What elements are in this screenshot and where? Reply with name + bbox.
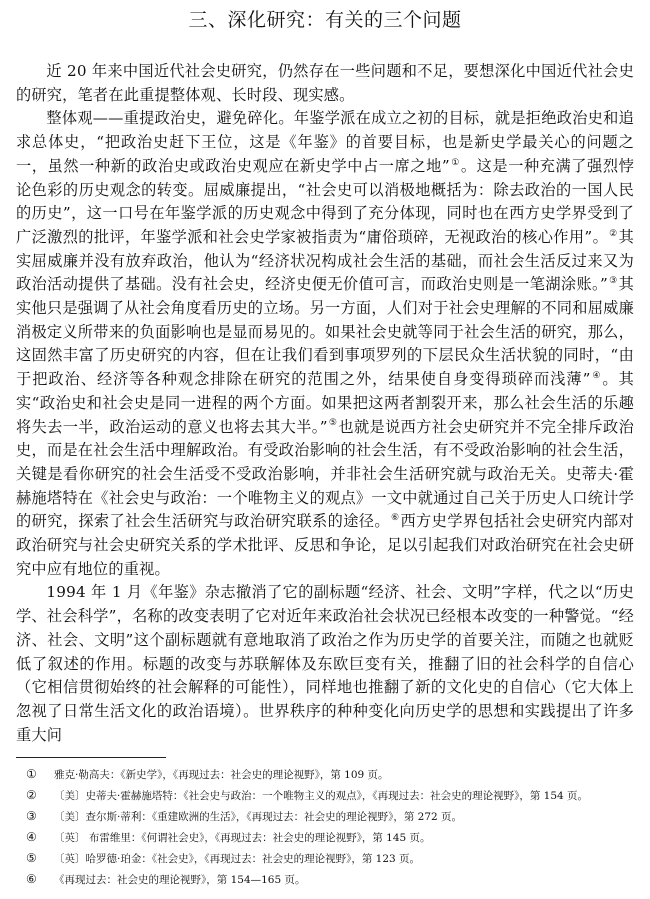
body-paragraph	[16, 581, 634, 747]
footnote-item	[26, 848, 634, 869]
footnote-divider	[16, 757, 166, 758]
footnote-text: 〔美〕查尔斯·蒂利：《重建欧洲的生活》，《再现过去：社会史的理论视野》，第 272 页。	[54, 811, 463, 824]
section-title: 三、深化研究：有关的三个问题	[188, 9, 462, 31]
body-text	[16, 60, 634, 747]
text-run: 1994 年 1 月《年鉴》杂志撤消了它的副标题“经济、社会、文明”字样，代之以“历史学、社会科学”，名称的改变表明了它对近年来政治社会状况已经根本改变的一种警觉。“经济、社会、文明”这个副标题就有意地取消了政治之作为历史学的首要关注，而随之也就贬低了叙述的作用。标题的改变与苏联解体及东欧巨变有关，推翻了旧的社会科学的自信心（它相信贯彻始终的社会解释的可能性），同样地也推翻了新的文化史的自信心（它大体上忽视了日常生活文化的政治语境）。世界秩序的种种变化向历史学的思想和实践提出了许多重大问	[16, 583, 634, 744]
footnote-ref[interactable]: ①	[450, 157, 460, 168]
text-run: 近 20 年来中国近代社会史研究，仍然存在一些问题和不足，要想深化中国近代社会史的研究，笔者在此重提整体观、长时段、现实感。	[16, 62, 634, 104]
footnote-item	[26, 827, 634, 848]
footnote-item	[26, 785, 634, 806]
footnote-number: ③	[26, 809, 37, 824]
text-run: 其实他只是强调了从社会角度看历史的立场。另一方面，人们对于社会史理解的不同和屈威廉消极定义所带来的负面影响也是显而易见的。如果社会史就等同于社会生活的研究，那么，这固然丰富了历史研究的内容，但在让我们看到事项罗列的下层民众生活状貌的同时，“由于把政治、经济等各种观念排除在研究的范围之外，结果使自身变得琐碎而浅薄”	[16, 275, 634, 389]
body-paragraph	[16, 60, 634, 107]
text-run: 西方史学界包括社会史研究内部对政治研究与社会史研究关系的学术批评、反思和争论，足以引起我们对政治研究在社会史研究中应有地位的重视。	[16, 512, 634, 578]
footnote-text: 〔英〕 布雷维里：《何谓社会史》，《再现过去：社会史的理论视野》，第 145 页。	[54, 832, 431, 845]
footnotes	[16, 764, 634, 890]
footnote-item	[26, 806, 634, 827]
footnote-text: 雅克·勒高夫：《新史学》，《再现过去：社会史的理论视野》，第 109 页。	[54, 769, 389, 782]
footnote-text: 〔英〕哈罗德·珀金：《社会史》，《再现过去：社会史的理论视野》，第 123 页。	[54, 853, 421, 866]
footnote-ref[interactable]: ⑥	[390, 513, 400, 524]
footnote-ref[interactable]: ⑤	[328, 418, 338, 429]
footnote-ref[interactable]: ③	[608, 276, 618, 287]
footnote-ref[interactable]: ②	[609, 228, 618, 239]
footnote-number: ④	[26, 830, 37, 845]
text-run: 整体观——重提政治史，避免碎化。年鉴学派在成立之初的目标，就是拒绝政治史和追求总体史，“把政治史赶下王位，这是《年鉴》的首要目标，也是新史学最关心的问题之一，虽然一种新的政治史或政治史观应在新史学中占一席之地”	[16, 109, 634, 175]
text-run: 也就是说西方社会史研究并不完全排斥政治史，而是在社会生活中理解政治。有受政治影响的社会生活，有不受政治影响的社会生活，关键是看你研究的社会生活受不受政治影响，并非社会生活研究就与政治无关。史蒂夫·霍赫施塔特在《社会史与政治：一个唯物主义的观点》一文中就通过自己关于历史人口统计学的研究，探索了社会生活研究与政治研究联系的途径。	[16, 417, 634, 531]
footnote-number: ②	[26, 788, 37, 803]
footnote-ref[interactable]: ④	[591, 371, 602, 382]
body-paragraph	[16, 107, 634, 581]
footnote-number: ⑥	[26, 872, 37, 887]
footnote-item	[26, 764, 634, 785]
text-run: 。这是一种充满了强烈悖论色彩的历史观念的转变。屈威廉提出，“社会史可以消极地概括为：除去政治的一国人民的历史”，这一口号在年鉴学派的历史观念中得到了充分体现，同时也在西方史学界受到了广泛激烈的批评，年鉴学派和社会史学家被指责为“庸俗琐碎，无视政治的核心作用”。	[16, 156, 634, 246]
footnote-number: ①	[26, 767, 37, 782]
text-run: 。其实“政治史和社会史是同一进程的两个方面。如果把这两者割裂开来，那么社会生活的乐趣将失去一半，政治运动的意义也将去其大半。”	[16, 370, 634, 436]
footnote-item	[26, 869, 634, 890]
footnote-text: 《再现过去：社会史的理论视野》，第 154—165 页。	[54, 874, 306, 887]
footnote-number: ⑤	[26, 851, 37, 866]
footnote-text: 〔美〕史蒂夫·霍赫施塔特：《社会史与政治：一个唯物主义的观点》，《再现过去：社会史的理论视野》，第 154 页。	[54, 790, 589, 803]
text-run: 其实屈威廉并没有放弃政治，他认为“经济状况构成社会生活的基础，而社会生活反过来又为政治活动提供了基础。没有社会史，经济史便无价值可言，而政治史则是一笔湖涂账。”	[16, 227, 634, 294]
